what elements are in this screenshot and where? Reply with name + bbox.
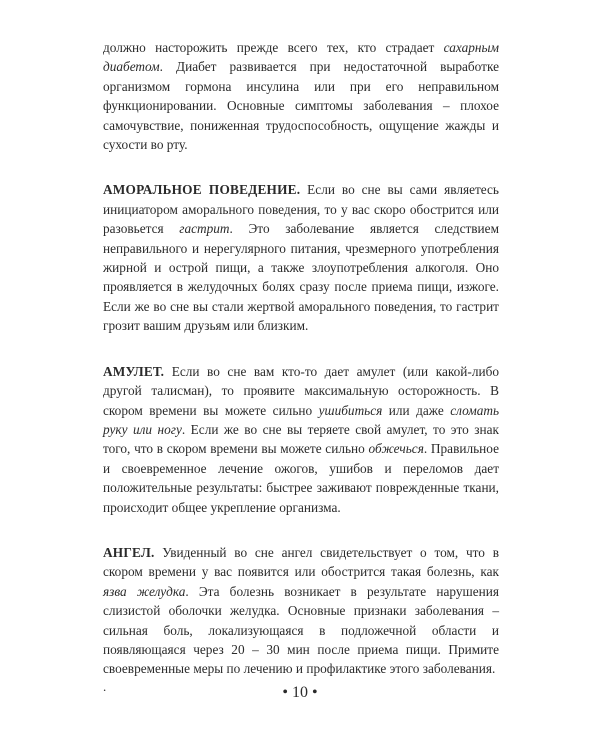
emphasis-term: сломать руку или ногу (103, 402, 500, 437)
text-run: . Эта болезнь возникает в результате нарушения слизистой оболочки желудка. Основные признаки заболевания – сильная боль, локализующаяся в подложечной области и появляющаяся через 20 – 30 мин после приема пищи. Примите своевременные меры по лечению и профилактике этого заболевания. (103, 583, 499, 677)
text-run: Если во сне вам кто-то дает амулет (или какой-либо другой талисман), то проявите максимальную осторожность. В скором времени вы можете сильно (103, 363, 499, 418)
entry-heading: АНГЕЛ. (103, 544, 155, 560)
text-run: . Правильное и своевременное лечение ожогов, ушибов и переломов дает положительные результаты: быстрее заживают поврежденные ткани, происходит общее укрепление организма. (103, 441, 499, 515)
text-run: . Если же во сне вы теряете свой амулет, то это знак того, что в скором времени вы можете сильно (103, 421, 499, 457)
emphasis-term: обжечься (368, 441, 424, 457)
text-run: Если во сне вы сами являетесь инициатором аморального поведения, то у вас скоро обострится или разовьется (103, 182, 499, 237)
entry-amulet (103, 362, 499, 517)
emphasis-term: гастрит (179, 221, 230, 237)
text-run: должно насторожить прежде всего тех, кто страдает (103, 40, 444, 55)
emphasis-term: ушибиться (318, 402, 383, 418)
page-body (103, 38, 499, 695)
stray-mark: . (103, 678, 107, 694)
text-run: . Диабет развивается при недостаточной выработке организмом гормона инсулина или при его неправильном функционировании. Основные симптомы заболевания – плохое самочувствие, пониженная трудоспособность, ощущение жажды и сухости во рту. (103, 59, 499, 153)
entry-amoral-behavior (103, 180, 499, 335)
emphasis-term: язва желудка (103, 583, 186, 599)
entry-angel (103, 543, 499, 679)
text-run: или даже (382, 402, 451, 418)
emphasis-term: сахарным диабетом (103, 40, 499, 75)
text-run: Увиденный во сне ангел свидетельствует о том, что в скором времени у вас появится или обострится такая болезнь, как (103, 544, 499, 580)
page-number: • 10 • (282, 684, 318, 701)
entry-heading: АМУЛЕТ. (103, 363, 165, 379)
text-run: . Это заболевание является следствием неправильного и нерегулярного питания, чрезмерного употребления жирной и острой пищи, а также злоупотребления алкоголя. Оно проявляется в желудочных болях сразу после приема пищи, изжоге. Если же во сне вы стали жертвой аморального поведения, то гастрит грозит вашим друзьям или близким. (103, 221, 499, 334)
entry-heading: АМОРАЛЬНОЕ ПОВЕДЕНИЕ. (103, 182, 301, 198)
paragraph-diabetes (103, 38, 499, 154)
